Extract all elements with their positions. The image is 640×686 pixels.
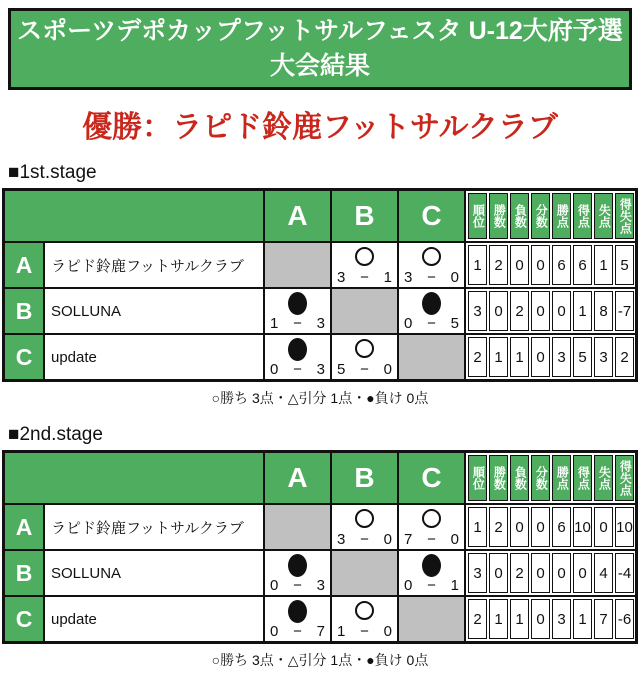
stat-goal-diff: -6 (615, 599, 634, 639)
score-dash: − (360, 623, 369, 640)
col-header-B: B (330, 191, 397, 241)
match-score: 3 − 0 (404, 269, 459, 286)
team-name: update (43, 335, 263, 379)
stat-goal-diff: 2 (615, 337, 634, 377)
stage2-table (2, 450, 638, 644)
stat-goals-against: 7 (594, 599, 613, 639)
stat-header-wins: 勝数 (489, 455, 508, 501)
stage1-heading: ■1st.stage (8, 162, 97, 183)
stat-wins: 2 (489, 245, 508, 285)
stat-losses: 2 (510, 553, 529, 593)
result-symbol (422, 292, 441, 315)
match-score: 0 − 5 (404, 315, 459, 332)
stage2-legend: ○勝ち 3点・△引分 1点・●負け 0点 (211, 652, 429, 668)
stat-wins: 0 (489, 553, 508, 593)
stat-wins: 1 (489, 599, 508, 639)
match-score: 5 − 0 (337, 361, 392, 378)
s2-B-vs-C (397, 551, 464, 595)
stat-values (464, 243, 635, 287)
stat-draws: 0 (531, 291, 550, 331)
match-score: 0 − 3 (270, 577, 325, 594)
s2-A-vs-B (330, 505, 397, 549)
score-dash: − (427, 315, 436, 332)
s1-C-vs-C (397, 335, 464, 379)
stat-goals-against: 4 (594, 553, 613, 593)
stat-goals-for: 10 (573, 507, 592, 547)
score-dash: − (293, 315, 302, 332)
stage1-legend: ○勝ち 3点・△引分 1点・●負け 0点 (211, 390, 429, 406)
col-header-C: C (397, 191, 464, 241)
stat-header-rank: 順位 (468, 455, 487, 501)
stat-header-losses: 負数 (510, 193, 529, 239)
stage2-header-row (5, 453, 635, 503)
stat-values (464, 597, 635, 641)
match-score: 7 − 0 (404, 531, 459, 548)
stage2-row-C (5, 595, 635, 641)
stat-rank: 2 (468, 599, 487, 639)
stat-wins: 2 (489, 507, 508, 547)
result-symbol (288, 554, 307, 577)
result-symbol (422, 247, 441, 266)
match-score: 0 − 7 (270, 623, 325, 640)
stat-goal-diff: 10 (615, 507, 634, 547)
stat-rank: 1 (468, 245, 487, 285)
stat-losses: 0 (510, 507, 529, 547)
stage1-row-A (5, 241, 635, 287)
s1-C-vs-A (263, 335, 330, 379)
row-label: B (5, 289, 43, 333)
stat-header-points: 勝点 (552, 193, 571, 239)
stat-header-goals-against: 失点 (594, 193, 613, 239)
score-dash: − (427, 531, 436, 548)
stat-header-goals-for: 得点 (573, 455, 592, 501)
col-header-A: A (263, 453, 330, 503)
stat-points: 6 (552, 245, 571, 285)
result-symbol (355, 247, 374, 266)
s2-B-vs-B (330, 551, 397, 595)
banner-title: スポーツデポカップフットサルフェスタ U-12大府予選 (17, 17, 623, 45)
stat-losses: 1 (510, 599, 529, 639)
stage2-heading: ■2nd.stage (8, 424, 103, 445)
row-label: A (5, 243, 43, 287)
result-symbol (355, 339, 374, 358)
stat-goals-for: 0 (573, 553, 592, 593)
row-label: B (5, 551, 43, 595)
team-name: ラピド鈴鹿フットサルクラブ (43, 243, 263, 287)
stat-wins: 0 (489, 291, 508, 331)
match-score: 1 − 3 (270, 315, 325, 332)
col-header-C: C (397, 453, 464, 503)
stat-points: 3 (552, 599, 571, 639)
s1-B-vs-C (397, 289, 464, 333)
match-score: 0 − 1 (404, 577, 459, 594)
stat-goals-against: 1 (594, 245, 613, 285)
score-dash: − (360, 531, 369, 548)
score-dash: − (360, 269, 369, 286)
stat-rank: 3 (468, 291, 487, 331)
s2-A-vs-A (263, 505, 330, 549)
stat-rank: 3 (468, 553, 487, 593)
col-header-A: A (263, 191, 330, 241)
result-symbol (355, 509, 374, 528)
match-score: 3 − 0 (337, 531, 392, 548)
row-label: C (5, 597, 43, 641)
s2-C-vs-B (330, 597, 397, 641)
stat-goal-diff: -4 (615, 553, 634, 593)
stat-header-goals-for: 得点 (573, 193, 592, 239)
corner-cell (5, 191, 263, 241)
stat-goals-for: 5 (573, 337, 592, 377)
stat-wins: 1 (489, 337, 508, 377)
stat-goals-for: 6 (573, 245, 592, 285)
stat-header-goals-against: 失点 (594, 455, 613, 501)
stat-draws: 0 (531, 553, 550, 593)
s1-B-vs-B (330, 289, 397, 333)
match-score: 1 − 0 (337, 623, 392, 640)
stat-values (464, 335, 635, 379)
stat-rank: 1 (468, 507, 487, 547)
stat-header-goal-diff: 得失点 (615, 455, 634, 501)
stat-values (464, 289, 635, 333)
s1-A-vs-B (330, 243, 397, 287)
stat-values (464, 551, 635, 595)
team-name: SOLLUNA (43, 551, 263, 595)
stat-rank: 2 (468, 337, 487, 377)
stat-losses: 1 (510, 337, 529, 377)
stat-goal-diff: 5 (615, 245, 634, 285)
stat-header-draws: 分数 (531, 455, 550, 501)
score-dash: − (293, 361, 302, 378)
score-dash: − (293, 577, 302, 594)
stat-losses: 0 (510, 245, 529, 285)
match-score: 0 − 3 (270, 361, 325, 378)
stat-header-draws: 分数 (531, 193, 550, 239)
stat-draws: 0 (531, 245, 550, 285)
corner-cell (5, 453, 263, 503)
s2-B-vs-A (263, 551, 330, 595)
stat-goals-for: 1 (573, 291, 592, 331)
stat-losses: 2 (510, 291, 529, 331)
s1-A-vs-A (263, 243, 330, 287)
s2-C-vs-A (263, 597, 330, 641)
stat-goals-against: 3 (594, 337, 613, 377)
team-name: SOLLUNA (43, 289, 263, 333)
result-symbol (422, 554, 441, 577)
s2-A-vs-C (397, 505, 464, 549)
result-symbol (288, 292, 307, 315)
stage2-row-B (5, 549, 635, 595)
tournament-banner (8, 8, 632, 90)
stat-draws: 0 (531, 337, 550, 377)
stat-goals-for: 1 (573, 599, 592, 639)
row-label: A (5, 505, 43, 549)
stat-header-goal-diff: 得失点 (615, 193, 634, 239)
stat-points: 6 (552, 507, 571, 547)
score-dash: − (293, 623, 302, 640)
stage1-row-B (5, 287, 635, 333)
score-dash: − (360, 361, 369, 378)
result-symbol (355, 601, 374, 620)
stat-header-points: 勝点 (552, 455, 571, 501)
stat-goal-diff: -7 (615, 291, 634, 331)
result-symbol (288, 600, 307, 623)
stat-header-rank: 順位 (468, 193, 487, 239)
team-name: update (43, 597, 263, 641)
s1-B-vs-A (263, 289, 330, 333)
stat-headers (464, 191, 635, 241)
team-name: ラピド鈴鹿フットサルクラブ (43, 505, 263, 549)
score-dash: − (427, 577, 436, 594)
s2-C-vs-C (397, 597, 464, 641)
match-score: 3 − 1 (337, 269, 392, 286)
stat-headers (464, 453, 635, 503)
stage1-table (2, 188, 638, 382)
stat-goals-against: 8 (594, 291, 613, 331)
stat-header-losses: 負数 (510, 455, 529, 501)
row-label: C (5, 335, 43, 379)
stat-values (464, 505, 635, 549)
stat-draws: 0 (531, 599, 550, 639)
s1-C-vs-B (330, 335, 397, 379)
stat-header-wins: 勝数 (489, 193, 508, 239)
stage1-header-row (5, 191, 635, 241)
banner-subtitle: 大会結果 (269, 52, 370, 80)
score-dash: − (427, 269, 436, 286)
stat-points: 0 (552, 291, 571, 331)
stat-points: 0 (552, 553, 571, 593)
stat-points: 3 (552, 337, 571, 377)
stage1-row-C (5, 333, 635, 379)
result-symbol (422, 509, 441, 528)
champion-title: 優勝：ラピド鈴鹿フットサルクラブ (82, 111, 558, 144)
stage2-row-A (5, 503, 635, 549)
col-header-B: B (330, 453, 397, 503)
stat-goals-against: 0 (594, 507, 613, 547)
result-symbol (288, 338, 307, 361)
s1-A-vs-C (397, 243, 464, 287)
stat-draws: 0 (531, 507, 550, 547)
